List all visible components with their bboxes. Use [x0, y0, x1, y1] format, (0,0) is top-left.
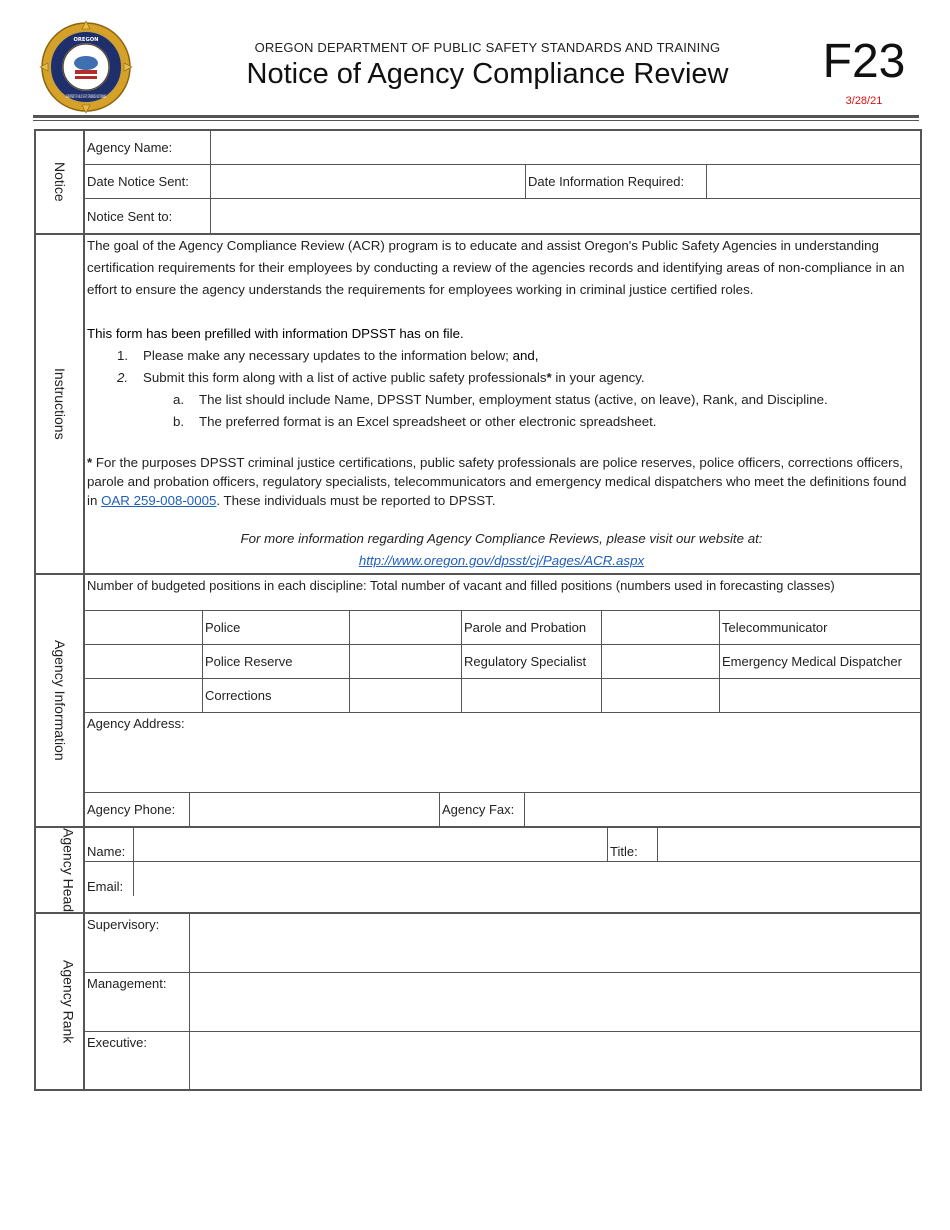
more-info-text: For more information regarding Agency Compliance Reviews, please visit our website at:: [240, 531, 763, 546]
date-sent-field[interactable]: [211, 165, 526, 198]
telecom-count-field[interactable]: [602, 611, 720, 644]
agency-head-section-label: Agency Head: [36, 828, 85, 912]
list-item: b. The preferred format is an Excel spreadsheet or other electronic spreadsheet.: [173, 414, 657, 429]
agency-phone-field[interactable]: [190, 793, 440, 826]
date-required-field[interactable]: [707, 165, 920, 198]
head-email-field[interactable]: [134, 862, 920, 896]
head-title-label: Title:: [608, 828, 658, 861]
acr-website-link[interactable]: http://www.oregon.gov/dpsst/cj/Pages/ACR.aspx: [358, 553, 645, 568]
police-reserve-count-field[interactable]: [85, 645, 203, 678]
notice-section: [36, 131, 920, 235]
agency-address-label: Agency Address:: [87, 716, 185, 731]
oar-link[interactable]: OAR 259-008-0005: [101, 493, 217, 508]
regulatory-label: Regulatory Specialist: [462, 645, 602, 678]
header-rule-thin: [33, 120, 919, 121]
list-item: a. The list should include Name, DPSST Number, employment status (active, on leave), Rank, and Discipline.: [173, 392, 828, 407]
positions-heading: Number of budgeted positions in each discipline: Total number of vacant and filled positions (numbers used in forecasting classes): [87, 578, 835, 593]
instructions-section-label: Instructions: [36, 235, 85, 573]
compliance-form: [34, 129, 922, 1091]
head-email-label: Email:: [85, 862, 134, 896]
agency-name-label: Agency Name:: [85, 131, 211, 164]
empty-cell: [720, 679, 920, 712]
agency-rank-section-label: Agency Rank: [36, 914, 85, 1089]
empty-cell: [462, 679, 602, 712]
notice-section-label: Notice: [36, 131, 85, 233]
date-required-label: Date Information Required:: [526, 165, 707, 198]
seal-ring-text: DEPARTMENT OF PUBLIC SAFETY STANDARDS AND TRAINING: [66, 94, 106, 99]
emd-count-field[interactable]: [602, 645, 720, 678]
list-item: 1. Please make any necessary updates to the information below; and,: [117, 348, 539, 363]
agency-address-field[interactable]: [85, 713, 920, 792]
head-name-label: Name:: [85, 828, 134, 861]
parole-label: Parole and Probation: [462, 611, 602, 644]
parole-count-field[interactable]: [350, 611, 462, 644]
dpsst-seal: [40, 20, 132, 114]
agency-fax-field[interactable]: [525, 793, 920, 826]
management-field[interactable]: [190, 973, 920, 1031]
revision-date: 3/28/21: [845, 95, 883, 107]
police-label: Police: [203, 611, 350, 644]
instructions-intro: The goal of the Agency Compliance Review (ACR) program is to educate and assist Oregon's Public Safety Agencies in understanding certification requirements for their employees by conducting a review of the agencies records and identifying areas of non-compliance in an effort to ensure the agency understands the requirements for employees working in criminal justice certified roles.: [87, 238, 905, 297]
supervisory-label: Supervisory:: [85, 914, 190, 972]
agency-name-field[interactable]: [211, 131, 920, 164]
emd-label: Emergency Medical Dispatcher: [722, 654, 902, 669]
footnote: * For the purposes DPSST criminal justice certifications, public safety professionals are police reserves, police officers, corrections officers, parole and probation officers, regulatory specialists, telecommunicators and emergency medical dispatchers who meet the definitions found in OAR 259-008-0005. These individuals must be reported to DPSST.: [87, 455, 907, 508]
department-name: OREGON DEPARTMENT OF PUBLIC SAFETY STANDARDS AND TRAINING: [254, 40, 721, 55]
management-label: Management:: [85, 973, 190, 1031]
form-title: Notice of Agency Compliance Review: [246, 58, 729, 90]
seal-top-text: OREGON: [73, 37, 99, 43]
executive-field[interactable]: [190, 1032, 920, 1089]
agency-phone-label: Agency Phone:: [85, 793, 190, 826]
sent-to-field[interactable]: [211, 199, 920, 233]
agency-rank-section: [36, 914, 920, 1089]
agency-info-section: [36, 575, 920, 828]
agency-info-section-label: Agency Information: [36, 575, 85, 826]
sent-to-label: Notice Sent to:: [85, 199, 211, 233]
executive-label: Executive:: [85, 1032, 190, 1089]
form-id: F23: [822, 35, 906, 88]
telecom-label: Telecommunicator: [722, 620, 828, 635]
supervisory-field[interactable]: [190, 914, 920, 972]
list-item: 2. Submit this form along with a list of active public safety professionals* in your agency.: [117, 370, 645, 385]
date-sent-label: Date Notice Sent:: [85, 165, 211, 198]
instructions-section: [36, 235, 920, 575]
head-name-field[interactable]: [134, 828, 608, 861]
head-title-field[interactable]: [658, 828, 920, 861]
empty-cell: [602, 679, 720, 712]
police-reserve-label: Police Reserve: [203, 645, 350, 678]
prefilled-notice: This form has been prefilled with information DPSST has on file.: [87, 326, 464, 341]
corrections-count-field[interactable]: [85, 679, 203, 712]
empty-cell: [350, 679, 462, 712]
agency-head-section: [36, 828, 920, 914]
police-count-field[interactable]: [85, 611, 203, 644]
corrections-label: Corrections: [203, 679, 350, 712]
regulatory-count-field[interactable]: [350, 645, 462, 678]
header-rule-thick: [33, 115, 919, 118]
agency-fax-label: Agency Fax:: [440, 793, 525, 826]
